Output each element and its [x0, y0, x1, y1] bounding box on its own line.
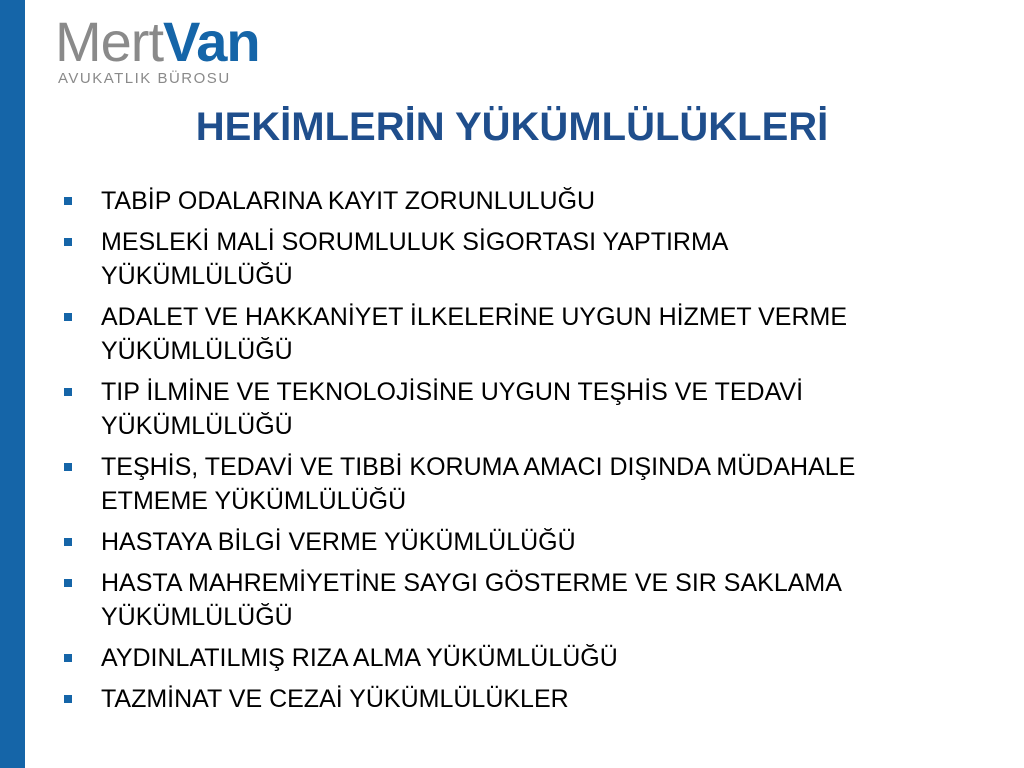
bullet-item [60, 375, 960, 443]
bullet-item [60, 450, 960, 518]
bullet-item [60, 566, 960, 634]
bullet-item [60, 225, 960, 293]
bullet-text-line: HASTA MAHREMİYETİNE SAYGI GÖSTERME VE SIR SAKLAMA [101, 569, 842, 597]
bullet-square-icon [64, 313, 72, 321]
logo-word-van: Van [163, 10, 260, 73]
bullet-item [60, 682, 960, 716]
bullet-text-line: MESLEKİ MALİ SORUMLULUK SİGORTASI YAPTIRMA [101, 228, 729, 256]
bullet-text-line: YÜKÜMLÜLÜĞÜ [101, 262, 293, 290]
bullet-text-line: HASTAYA BİLGİ VERME YÜKÜMLÜLÜĞÜ [101, 528, 576, 556]
bullet-item [60, 525, 960, 559]
bullet-square-icon [64, 538, 72, 546]
bullet-text-line: ETMEME YÜKÜMLÜLÜĞÜ [101, 487, 407, 515]
bullet-text-line: ADALET VE HAKKANİYET İLKELERİNE UYGUN HİZMET VERME [101, 303, 848, 331]
bullet-text-line: AYDINLATILMIŞ RIZA ALMA YÜKÜMLÜLÜĞÜ [101, 644, 618, 672]
bullet-text-line: YÜKÜMLÜLÜĞÜ [101, 412, 293, 440]
bullet-text-line: TABİP ODALARINA KAYIT ZORUNLULUĞU [101, 187, 596, 215]
bullet-text-line: TIP İLMİNE VE TEKNOLOJİSİNE UYGUN TEŞHİS VE TEDAVİ [101, 378, 804, 406]
bullet-square-icon [64, 238, 72, 246]
bullet-square-icon [64, 654, 72, 662]
bullet-square-icon [64, 695, 72, 703]
bullet-text-line: YÜKÜMLÜLÜĞÜ [101, 603, 293, 631]
left-accent-bar [0, 0, 25, 768]
bullet-item [60, 184, 960, 218]
bullet-square-icon [64, 463, 72, 471]
bullet-square-icon [64, 579, 72, 587]
company-logo [55, 12, 285, 90]
bullet-item [60, 641, 960, 675]
logo-word-mert: Mert [55, 10, 163, 73]
bullet-text-line: TEŞHİS, TEDAVİ VE TIBBİ KORUMA AMACI DIŞINDA MÜDAHALE [101, 453, 856, 481]
bullet-text-line: YÜKÜMLÜLÜĞÜ [101, 337, 293, 365]
logo-subtitle: AVUKATLIK BÜROSU [58, 70, 231, 87]
bullet-item [60, 300, 960, 368]
bullet-square-icon [64, 388, 72, 396]
bullet-square-icon [64, 197, 72, 205]
slide-title: HEKİMLERİN YÜKÜMLÜLÜKLERİ [195, 105, 829, 149]
bullet-list [60, 184, 960, 723]
bullet-text-line: TAZMİNAT VE CEZAİ YÜKÜMLÜLÜKLER [101, 685, 569, 713]
logo-wordmark [55, 12, 260, 72]
